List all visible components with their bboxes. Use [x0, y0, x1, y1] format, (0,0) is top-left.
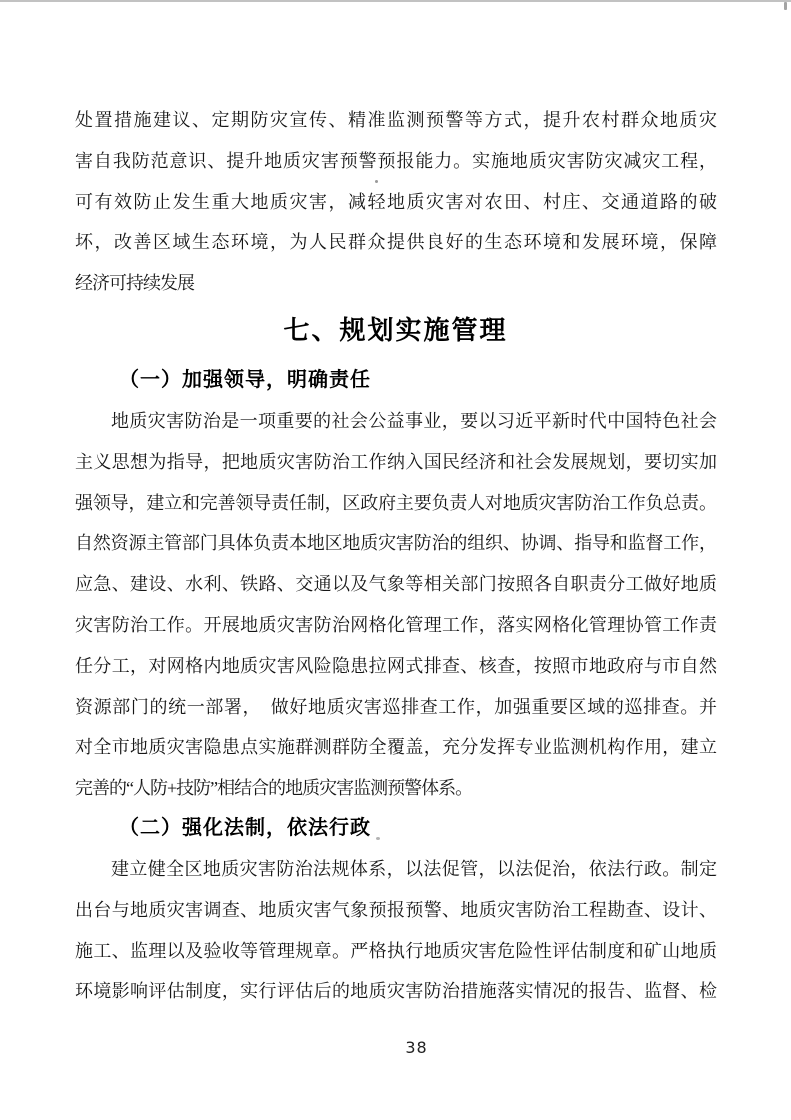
text-line: 环境影响评估制度，实行评估后的地质灾害防治措施落实情况的报告、监督、检: [75, 981, 716, 1002]
text-line: 施工、监理以及验收等管理规章。严格执行地质灾害危险性评估制度和矿山地质: [75, 940, 716, 961]
intro-paragraph: [75, 100, 716, 304]
scan-corner-mark: [784, 2, 787, 10]
text-line: 可有效防止发生重大地质灾害，减轻地质灾害对农田、村庄、交通道路的破: [75, 191, 716, 212]
scan-edge-line: [0, 0, 791, 2]
section-1-heading: （一）加强领导，明确责任: [119, 368, 371, 391]
section-1-paragraph: [75, 401, 716, 809]
text-line: 地质灾害防治是一项重要的社会公益事业，要以习近平新时代中国特色社会: [111, 410, 716, 431]
page-number: 38: [405, 1038, 428, 1057]
chapter-heading: 七、规划实施管理: [283, 314, 508, 345]
text-line: 强领导，建立和完善领导责任制，区政府主要负责人对地质灾害防治工作负总责。: [75, 492, 716, 513]
text-line: 建立健全区地质灾害防治法规体系，以法促管，以法促治，依法行政。制定: [111, 858, 716, 879]
text-line: 出台与地质灾害调查、地质灾害气象预报预警、地质灾害防治工程勘查、设计、: [75, 899, 716, 920]
text-line: 经济可持续发展: [75, 273, 194, 294]
text-line: 坏，改善区域生态环境，为人民群众提供良好的生态环境和发展环境，保障: [75, 232, 716, 253]
text-line: 自然资源主管部门具体负责本地区地质灾害防治的组织、协调、指导和监督工作，: [75, 533, 716, 554]
text-line: 应急、建设、水利、铁路、交通以及气象等相关部门按照各自职责分工做好地质: [75, 574, 716, 595]
text-line: 任分工，对网格内地质灾害风险隐患拉网式排查、核查，按照市地政府与市自然: [75, 655, 716, 676]
section-2-heading: （二）强化法制，依法行政: [119, 816, 371, 839]
text-line: 对全市地质灾害隐患点实施群测群防全覆盖，充分发挥专业监测机构作用，建立: [75, 737, 716, 758]
page-footer: [0, 1038, 791, 1057]
text-line: 灾害防治工作。开展地质灾害防治网格化管理工作，落实网格化管理协管工作责: [75, 614, 716, 635]
text-line: 害自我防范意识、提升地质灾害预警预报能力。实施地质灾害防灾减灾工程，: [75, 150, 716, 171]
page-content: [75, 100, 716, 1012]
section-2-paragraph: [75, 849, 716, 1012]
text-line: 完善的“人防+技防”相结合的地质灾害监测预警体系。: [75, 778, 473, 799]
text-line: 主义思想为指导，把地质灾害防治工作纳入国民经济和社会发展规划，要切实加: [75, 451, 716, 472]
text-line: 处置措施建议、定期防灾宣传、精准监测预警等方式，提升农村群众地质灾: [75, 110, 716, 130]
text-line: 资源部门的统一部署， 做好地质灾害巡排查工作，加强重要区域的巡排查。并: [75, 696, 716, 717]
